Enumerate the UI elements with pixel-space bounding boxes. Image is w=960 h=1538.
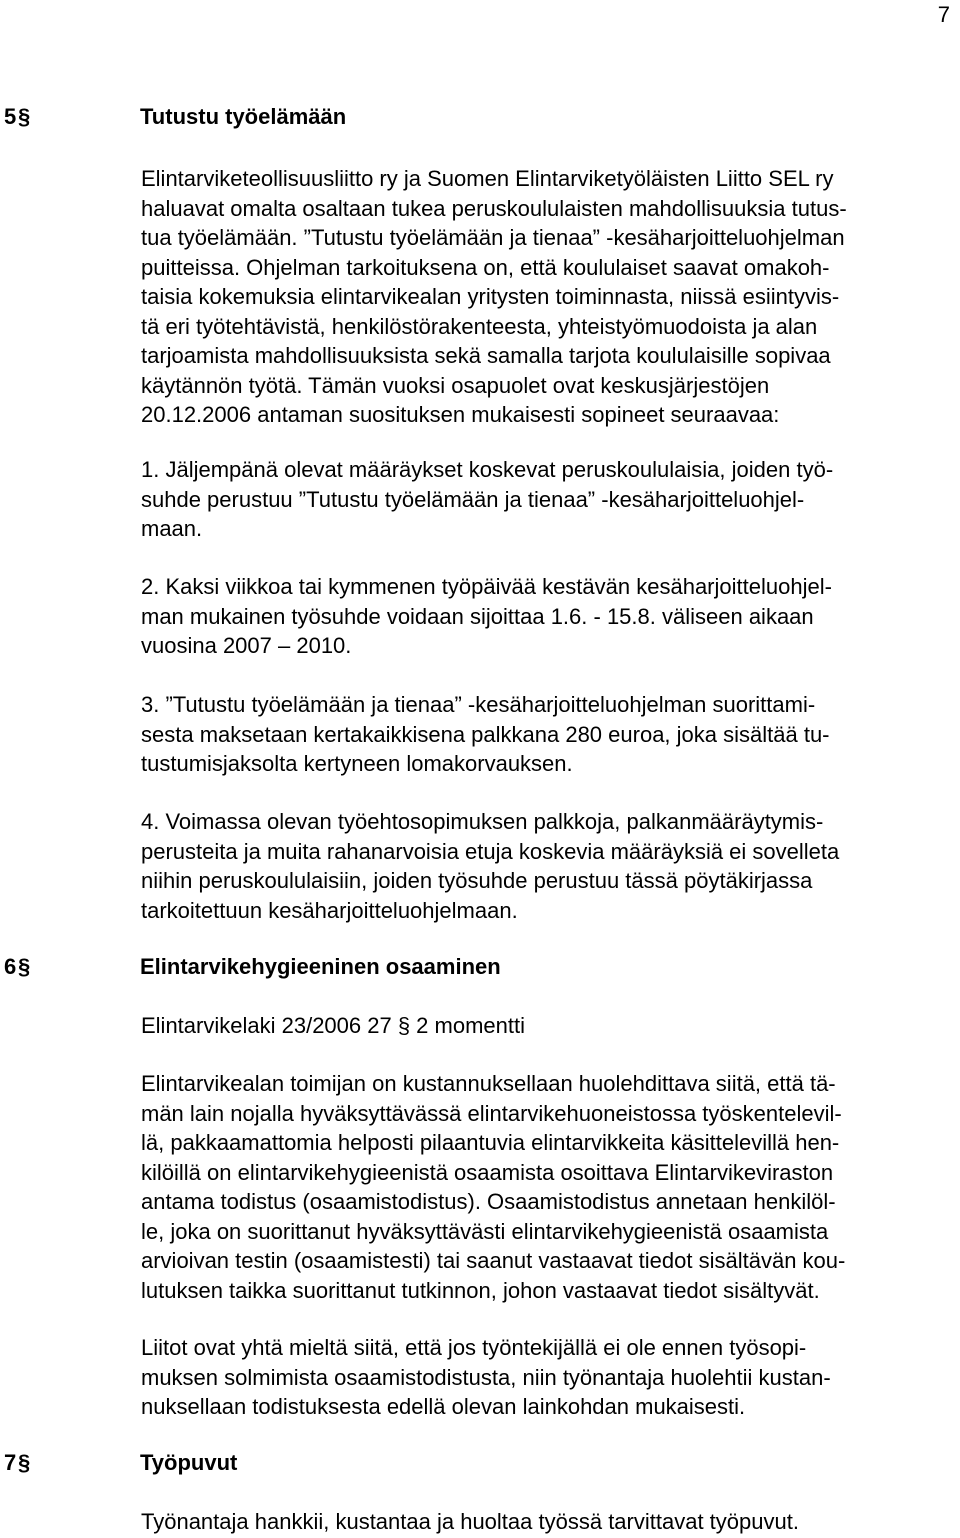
section-5-item-4: 4. Voimassa olevan työehtosopimuksen palkkoja, palkanmääräytymis- perusteita ja muita rahanarvoisia etuja koskevia määräyksiä ei sovelleta niihin peruskoululaisiin, joiden työsuhde perustuu tässä pöytäkirjassa tarkoitettuun kesäharjoitteluohjelmaan. xyxy=(141,809,840,923)
section-symbol: § xyxy=(18,104,31,129)
section-number: 5 xyxy=(4,104,17,129)
section-6-heading xyxy=(4,954,501,980)
section-title: Elintarvikehygieeninen osaaminen xyxy=(140,954,501,979)
section-6-paragraph-1: Elintarvikealan toimijan on kustannuksellaan huolehdittava siitä, että tä- män lain nojalla hyväksyttävässä elintarvikehuoneistossa työskentelevil- lä, pakkaamattomia helposti pilaantuvia elintarvikkeita käsittelevillä hen- kilöillä on elintarvikehygieenistä osaamista osoittava Elintarvikeviraston antama todistus (osaamistodistus). Osaamistodistus annetaan henkilöl- le, joka on suorittanut hyväksyttävästi elintarvikehygieenistä osaamista arvioivan testin (osaamistesti) tai saanut vastaavat tiedot sisältävän kou- lutuksen taikka suorittanut tutkinnon, johon vastaavat tiedot sisältyvät. xyxy=(141,1071,846,1303)
section-number: 7 xyxy=(4,1450,17,1475)
section-6-law-reference: Elintarvikelaki 23/2006 27 § 2 momentti xyxy=(141,1013,525,1038)
section-5-intro-paragraph: Elintarviketeollisuusliitto ry ja Suomen Elintarviketyöläisten Liitto SEL ry haluavat omalta osaltaan tukea peruskoululaisten mahdollisuuksia tutus- tua työelämään. ”Tutustu työelämään ja tienaa” -kesäharjoitteluohjelman puitteissa. Ohjelman tarkoituksena on, että koululaiset saavat omakoh- taisia kokemuksia elintarvikealan yritysten toiminnasta, niissä esiintyvis- tä eri työtehtävistä, henkilöstörakenteesta, yhteistyömuodoista ja alan tarjoamista mahdollisuuksista sekä samalla tarjota koululaisille sopivaa käytännön työtä. Tämän vuoksi osapuolet ovat keskusjärjestöjen 20.12.2006 antaman suosituksen mukaisesti sopineet seuraavaa: xyxy=(141,166,847,427)
section-number: 6 xyxy=(4,954,17,979)
section-7-paragraph: Työnantaja hankkii, kustantaa ja huoltaa työssä tarvittavat työpuvut. xyxy=(141,1509,799,1534)
section-6-paragraph-2: Liitot ovat yhtä mieltä siitä, että jos työntekijällä ei ole ennen työsopi- muksen solmimista osaamistodistusta, niin työnantaja huolehtii kustan- nuksellaan todistuksesta edellä olevan lainkohdan mukaisesti. xyxy=(141,1335,831,1419)
section-5-item-2: 2. Kaksi viikkoa tai kymmenen työpäivää kestävän kesäharjoitteluohjel- man mukainen työsuhde voidaan sijoittaa 1.6. - 15.8. väliseen aikaan vuosina 2007 – 2010. xyxy=(141,574,832,658)
section-title: Työpuvut xyxy=(140,1450,238,1475)
section-symbol: § xyxy=(18,954,31,979)
section-5-item-1: 1. Jäljempänä olevat määräykset koskevat peruskoululaisia, joiden työ- suhde perustuu ”Tutustu työelämään ja tienaa” -kesäharjoitteluohjel- maan. xyxy=(141,457,834,541)
section-5-heading xyxy=(4,104,346,130)
section-symbol: § xyxy=(18,1450,31,1475)
section-title: Tutustu työelämään xyxy=(140,104,347,129)
page-number: 7 xyxy=(937,2,950,27)
section-7-heading xyxy=(4,1450,237,1476)
section-5-item-3: 3. ”Tutustu työelämään ja tienaa” -kesäharjoitteluohjelman suorittami- sesta maksetaan kertakaikkisena palkkana 280 euroa, joka sisältää tu- tustumisjaksolta kertyneen lomakorvauksen. xyxy=(141,692,830,776)
